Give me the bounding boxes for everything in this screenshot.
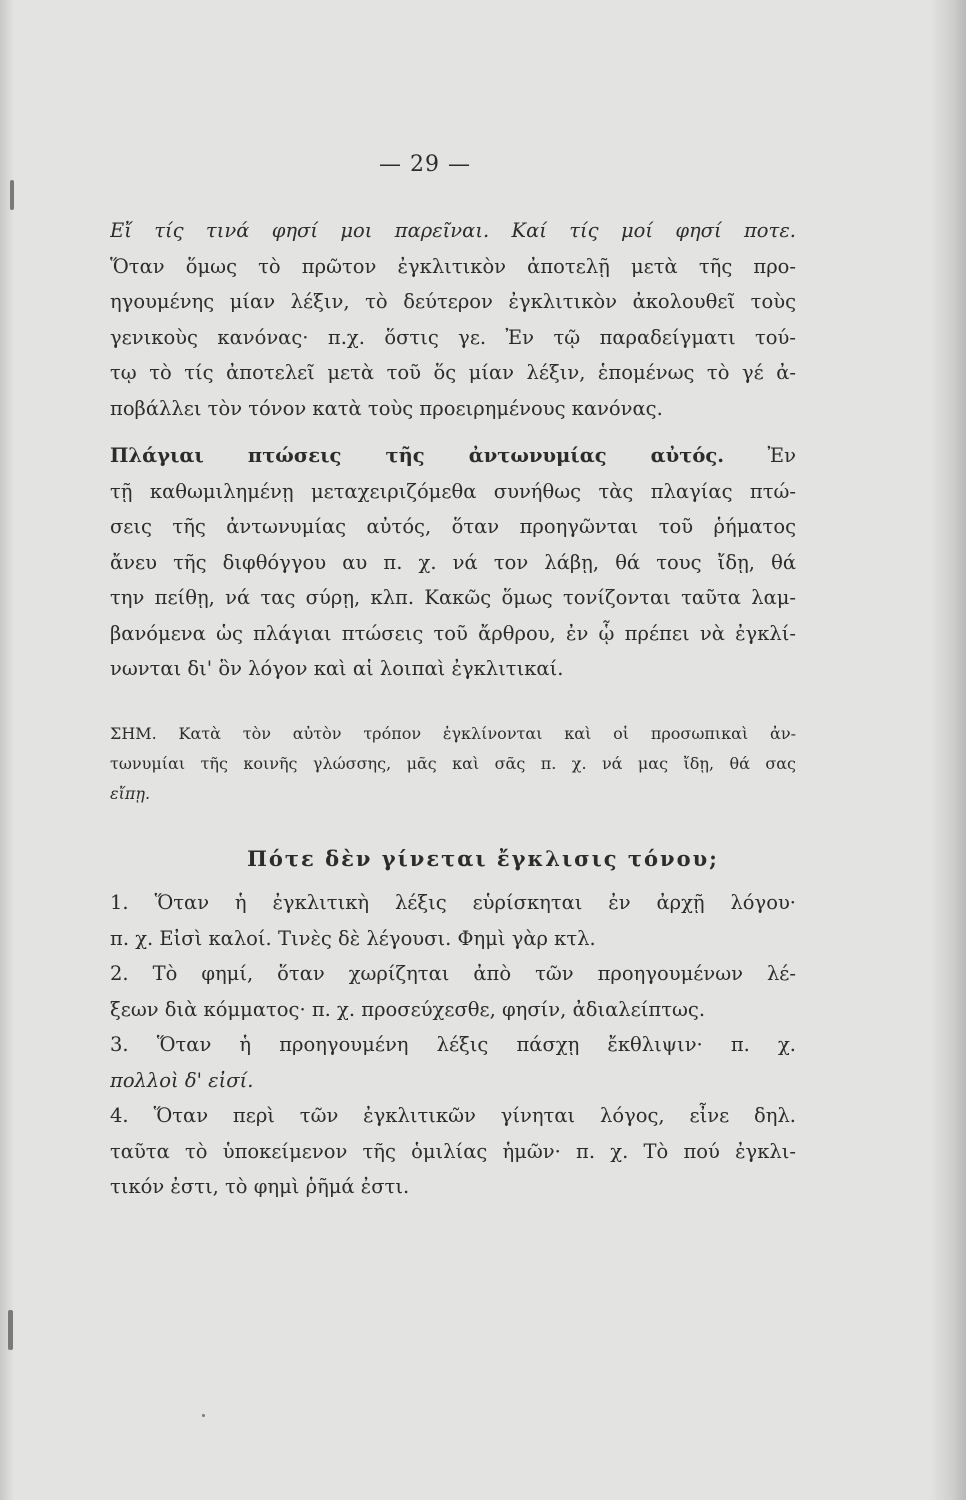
text-line: Εἴ τίς τινά φησί μοι παρεῖναι. Καί τίς μοί φησί ποτε. <box>110 219 796 242</box>
section-heading: Πλάγιαι πτώσεις τῆς ἀντωνυμίας αὐτός. <box>110 444 725 467</box>
rule-line: ξεων διὰ κόμματος· π. χ. προσεύχεσθε, φησίν, ἀδιαλείπτως. <box>110 997 706 1021</box>
speck <box>10 180 14 210</box>
rule-line: 2. Τὸ φημί, ὅταν χωρίζηται ἀπὸ τῶν προηγουμένων λέ- <box>110 962 796 985</box>
text-line: βανόμενα ὡς πλάγιαι πτώσεις τοῦ ἄρθρου, ἐν ᾧ πρέπει νὰ ἐγκλί- <box>110 621 796 645</box>
rule-line: π. χ. Εἰσὶ καλοί. Τινὲς δὲ λέγουσι. Φημὶ γὰρ κτλ. <box>110 926 596 950</box>
speck <box>8 1310 13 1350</box>
note-line: τωνυμίαι τῆς κοινῆς γλώσσης, μᾶς καὶ σᾶς π. χ. νά μας ἴδῃ, θά σας <box>110 754 796 773</box>
text-run: Ἐν <box>767 444 796 467</box>
text-line: γενικοὺς κανόνας· π.χ. ὅστις γε. Ἐν τῷ παραδείγματι τού- <box>110 325 796 349</box>
note-line: εἴπῃ. <box>110 784 151 803</box>
page-left-edge <box>0 0 14 1500</box>
text-line: την πείθῃ, νά τας σύρῃ, κλπ. Κακῶς ὅμως τονίζονται ταῦτα λαμ- <box>110 586 796 609</box>
text-run: Κατὰ τὸν αὐτὸν τρόπον ἐγκλίνονται καὶ οἱ προσωπικαὶ ἀν- <box>178 724 796 743</box>
note-label: ΣΗΜ. <box>110 724 157 743</box>
paragraph-oblique-cases <box>110 438 796 687</box>
speck <box>202 1414 205 1417</box>
text-line: τῳ τὸ τίς ἀποτελεῖ μετὰ τοῦ ὅς μίαν λέξιν, ἑπομένως τὸ γέ ἀ- <box>110 361 796 384</box>
rules-list <box>110 885 796 1205</box>
text-line <box>110 438 796 474</box>
page-number: — 29 — <box>379 152 471 177</box>
section-subheading: Πότε δὲν γίνεται ἔγκλισις τόνου; <box>247 846 719 871</box>
text-line: σεις τῆς ἀντωνυμίας αὐτός, ὅταν προηγῶνται τοῦ ῥήματος <box>110 515 796 538</box>
rule-line: ταῦτα τὸ ὑποκείμενον τῆς ὁμιλίας ἡμῶν· π. χ. Τὸ πού ἐγκλι- <box>110 1139 796 1163</box>
text-line: ποβάλλει τὸν τόνον κατὰ τοὺς προειρημένους κανόνας. <box>110 396 663 420</box>
rule-line: 3. Ὅταν ἡ προηγουμένη λέξις πάσχῃ ἔκθλιψιν· π. χ. <box>110 1033 796 1056</box>
rule-line: 4. Ὅταν περὶ τῶν ἐγκλιτικῶν γίνηται λόγος, εἶνε δηλ. <box>110 1104 796 1127</box>
text-line: τῇ καθωμιλημένῃ μεταχειριζόμεθα συνήθως τὰς πλαγίας πτώ- <box>110 479 796 503</box>
text-line: νωνται δι' ὃν λόγον καὶ αἱ λοιπαὶ ἐγκλιτικαί. <box>110 657 564 680</box>
rule-line: 1. Ὅταν ἡ ἐγκλιτικὴ λέξις εὑρίσκηται ἐν ἀρχῇ λόγου· <box>110 891 796 914</box>
note-block <box>110 719 796 809</box>
text-line: ηγουμένης μίαν λέξιν, τὸ δεύτερον ἐγκλιτικὸν ἀκολουθεῖ τοὺς <box>110 290 796 313</box>
page-right-edge <box>930 0 966 1500</box>
paragraph-enclitics <box>110 213 796 426</box>
text-line: Ὅταν ὅμως τὸ πρῶτον ἐγκλιτικὸν ἀποτελῇ μετὰ τῆς προ- <box>110 254 796 278</box>
text-line: ἄνευ τῆς διφθόγγου αυ π. χ. νά τον λάβῃ, θά τους ἴδῃ, θά <box>110 550 796 574</box>
rule-line: πολλοὶ δ' εἰσί. <box>110 1068 254 1092</box>
rule-line: τικόν ἐστι, τὸ φημὶ ῥῆμά ἐστι. <box>110 1175 410 1198</box>
note-line <box>110 719 796 749</box>
